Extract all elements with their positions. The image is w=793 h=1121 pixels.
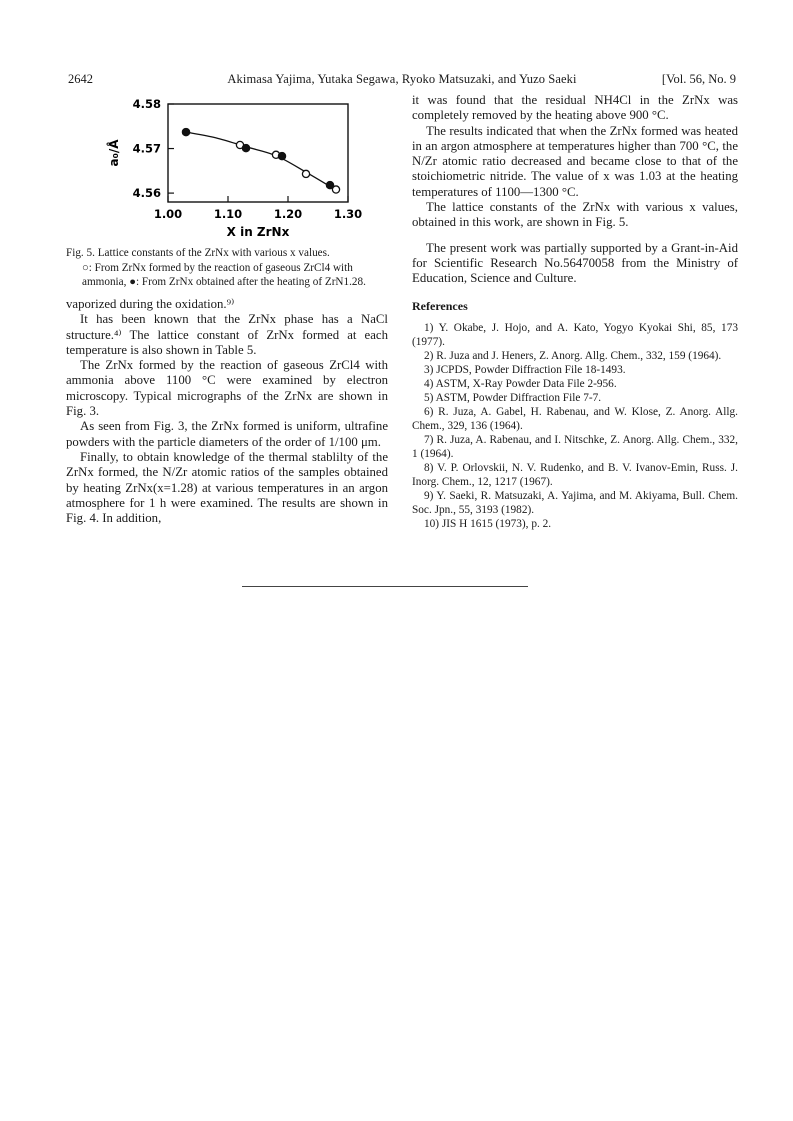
left-column: [66, 92, 388, 526]
left-paragraph: Finally, to obtain knowledge of the thermal stablilty of the ZrNx formed, the N/Zr atomic ratios of the samples obtained by heating ZrNx(x=1.28) at various temperatures in an argon atmosphere for 1 h were examined. The results are shown in Fig. 4. In addition,: [66, 449, 388, 526]
left-paragraph: vaporized during the oxidation.⁹⁾: [66, 297, 235, 311]
reference-item: 10) JIS H 1615 (1973), p. 2.: [424, 517, 552, 530]
acknowledgment: The present work was partially supported by a Grant-in-Aid for Scientific Research No.56470058 from the Ministry of Education, Science and Culture.: [412, 240, 738, 286]
reference-item: 3) JCPDS, Powder Diffraction File 18-1493.: [424, 363, 626, 376]
reference-item: 2) R. Juza and J. Heners, Z. Anorg. Allg. Chem., 332, 159 (1964).: [424, 349, 722, 362]
x-tick-label: 1.20: [273, 207, 303, 221]
x-tick-label: 1.10: [213, 207, 243, 221]
left-paragraph: The ZrNx formed by the reaction of gaseous ZrCl4 with ammonia above 1100 °C were examined by electron microscopy. Typical micrographs of the ZrNx are shown in Fig. 3.: [66, 358, 388, 419]
left-paragraph: As seen from Fig. 3, the ZrNx formed is uniform, ultrafine powders with the particle diameters of the order of 1/100 μm.: [66, 419, 388, 449]
y-tick-label: 4.58: [132, 97, 161, 111]
reference-item: 6) R. Juza, A. Gabel, H. Rabenau, and W. Klose, Z. Anorg. Allg. Chem., 329, 136 (1964).: [412, 405, 738, 432]
figure-caption: Fig. 5. Lattice constants of the ZrNx with various x values.: [66, 247, 330, 259]
page-number: 2642: [68, 72, 93, 86]
reference-item: 4) ASTM, X-Ray Powder Data File 2-956.: [424, 377, 617, 390]
y-axis-label: a₀/Å: [107, 139, 121, 167]
figure-legend: ○: From ZrNx formed by the reaction of gaseous ZrCl4 with ammonia, ●: From ZrNx obtained after the heating of ZrN1.28.: [82, 262, 366, 288]
right-column: [412, 93, 738, 531]
reference-item: 9) Y. Saeki, R. Matsuzaki, A. Yajima, and M. Akiyama, Bull. Chem. Soc. Jpn., 55, 3193 (1982).: [412, 489, 738, 516]
x-tick-label: 1.30: [333, 207, 363, 221]
x-tick-label: 1.00: [153, 207, 183, 221]
plot-frame: [168, 104, 348, 202]
reference-item: 5) ASTM, Powder Diffraction File 7-7.: [424, 391, 602, 404]
open-point: [302, 170, 309, 177]
reference-item: 7) R. Juza, A. Rabenau, and I. Nitschke, Z. Anorg. Allg. Chem., 332, 1 (1964).: [412, 433, 738, 460]
filled-point: [278, 153, 285, 160]
running-authors: Akimasa Yajima, Yutaka Segawa, Ryoko Matsuzaki, and Yuzo Saeki: [227, 72, 577, 86]
y-tick-label: 4.57: [132, 141, 161, 156]
references-heading: References: [412, 298, 468, 313]
end-rule: [242, 586, 528, 587]
running-header: [68, 72, 736, 90]
filled-point: [326, 181, 333, 188]
fit-curve: [186, 132, 336, 190]
reference-item: 8) V. P. Orlovskii, N. V. Rudenko, and B. V. Ivanov-Emin, Russ. J. Inorg. Chem., 12, 1217 (1967).: [412, 461, 738, 488]
right-paragraph: The results indicated that when the ZrNx formed was heated in an argon atmosphere at temperatures higher than 700 °C, the N/Zr atomic ratio decreased and became close to that of the stoichiometric nitride. The value of x was 1.03 at the heating temperatures of 1100—1300 °C.: [412, 123, 738, 199]
left-paragraph: It has been known that the ZrNx phase has a NaCl structure.⁴⁾ The lattice constant of ZrNx formed at each temperature is also shown in Table 5.: [66, 312, 388, 357]
right-paragraph: The lattice constants of the ZrNx with various x values, obtained in this work, are shown in Fig. 5.: [412, 200, 738, 230]
reference-item: 1) Y. Okabe, J. Hojo, and A. Kato, Yogyo Kyokai Shi, 85, 173 (1977).: [412, 321, 738, 348]
right-paragraph: it was found that the residual NH4Cl in the ZrNx was completely removed by the heating above 900 °C.: [412, 93, 738, 123]
figure-5: [66, 92, 388, 242]
filled-point: [182, 128, 189, 135]
lattice-constant-chart: [66, 92, 388, 242]
x-axis-label: X in ZrNx: [226, 225, 290, 239]
filled-point: [242, 145, 249, 152]
journal-volume: [Vol. 56, No. 9: [661, 72, 736, 86]
y-tick-label: 4.56: [132, 186, 161, 201]
